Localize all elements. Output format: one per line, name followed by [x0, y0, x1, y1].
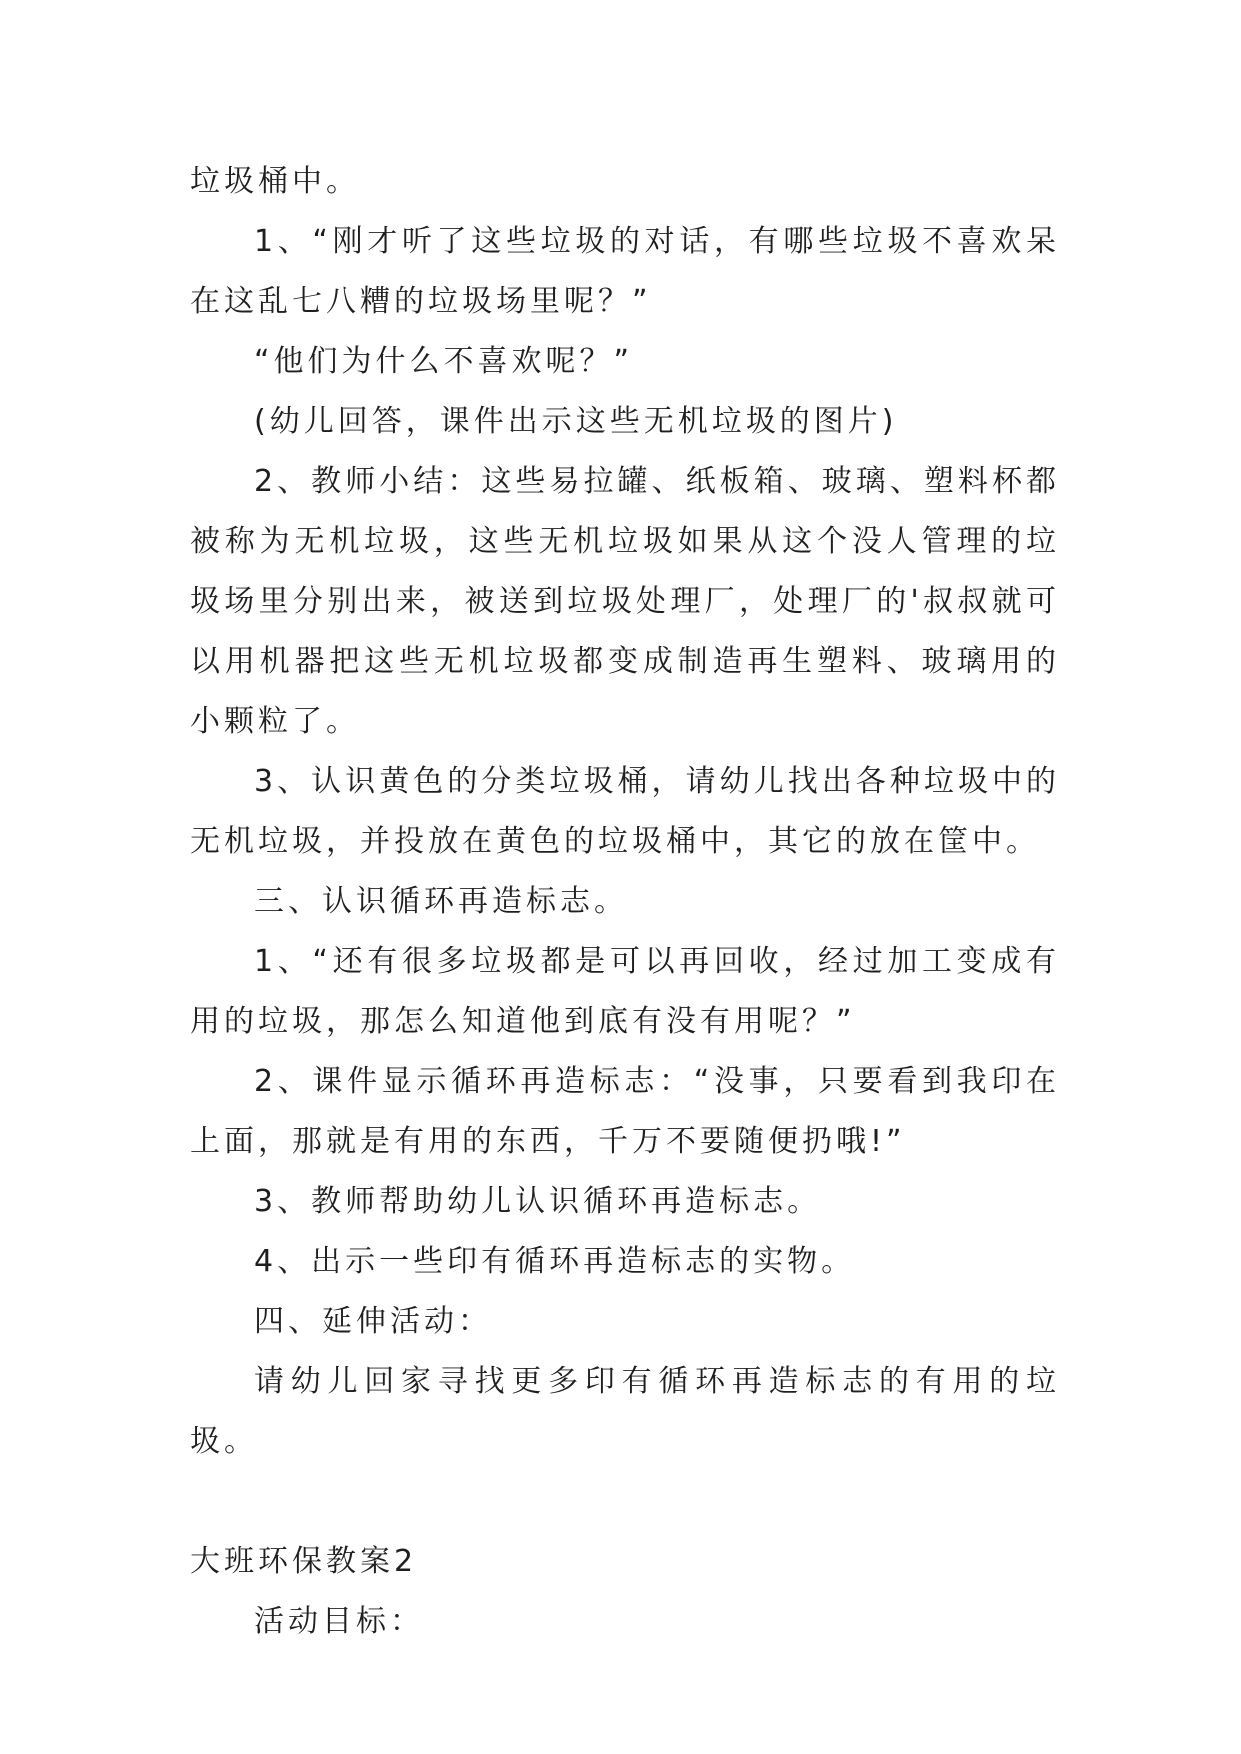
- paragraph-teacher-help: 3、教师帮助幼儿认识循环再造标志。: [254, 1184, 822, 1219]
- section-heading-recycle-mark: 三、认识循环再造标志。: [254, 884, 628, 919]
- paragraph-recycle-display: 2、课件显示循环再造标志：“没事，只要看到我印在上面，那就是有用的东西，千万不要随便扔哦!”: [190, 1064, 1060, 1159]
- paragraph-question-2: “他们为什么不喜欢呢？”: [254, 344, 634, 379]
- paragraph-show-objects: 4、出示一些印有循环再造标志的实物。: [254, 1244, 856, 1279]
- paragraph-yellow-bin: 3、认识黄色的分类垃圾桶，请幼儿找出各种垃圾中的无机垃圾，并投放在黄色的垃圾桶中，其它的放在筐中。: [190, 764, 1060, 859]
- paragraph-question-1: 1、“刚才听了这些垃圾的对话，有哪些垃圾不喜欢呆在这乱七八糟的垃圾场里呢？”: [190, 224, 1060, 319]
- paragraph-recycle-question: 1、“还有很多垃圾都是可以再回收，经过加工变成有用的垃圾，那怎么知道他到底有没有用呢？”: [190, 944, 1060, 1039]
- paragraph-extension-task: 请幼儿回家寻找更多印有循环再造标志的有用的垃圾。: [190, 1364, 1060, 1459]
- document-body: [190, 152, 1060, 1652]
- section-heading-objectives: 活动目标：: [254, 1604, 424, 1639]
- paragraph-child-answer: (幼儿回答，课件出示这些无机垃圾的图片): [254, 404, 898, 439]
- lesson-title: 大班环保教案2: [190, 1544, 418, 1579]
- paragraph-continuation: 垃圾桶中。: [190, 164, 360, 199]
- section-heading-extension: 四、延伸活动：: [254, 1304, 492, 1339]
- paragraph-teacher-summary: 2、教师小结：这些易拉罐、纸板箱、玻璃、塑料杯都被称为无机垃圾，这些无机垃圾如果从这个没人管理的垃圾场里分别出来，被送到垃圾处理厂，处理厂的'叔叔就可以用机器把这些无机垃圾都变成制造再生塑料、玻璃用的小颗粒了。: [190, 464, 1060, 739]
